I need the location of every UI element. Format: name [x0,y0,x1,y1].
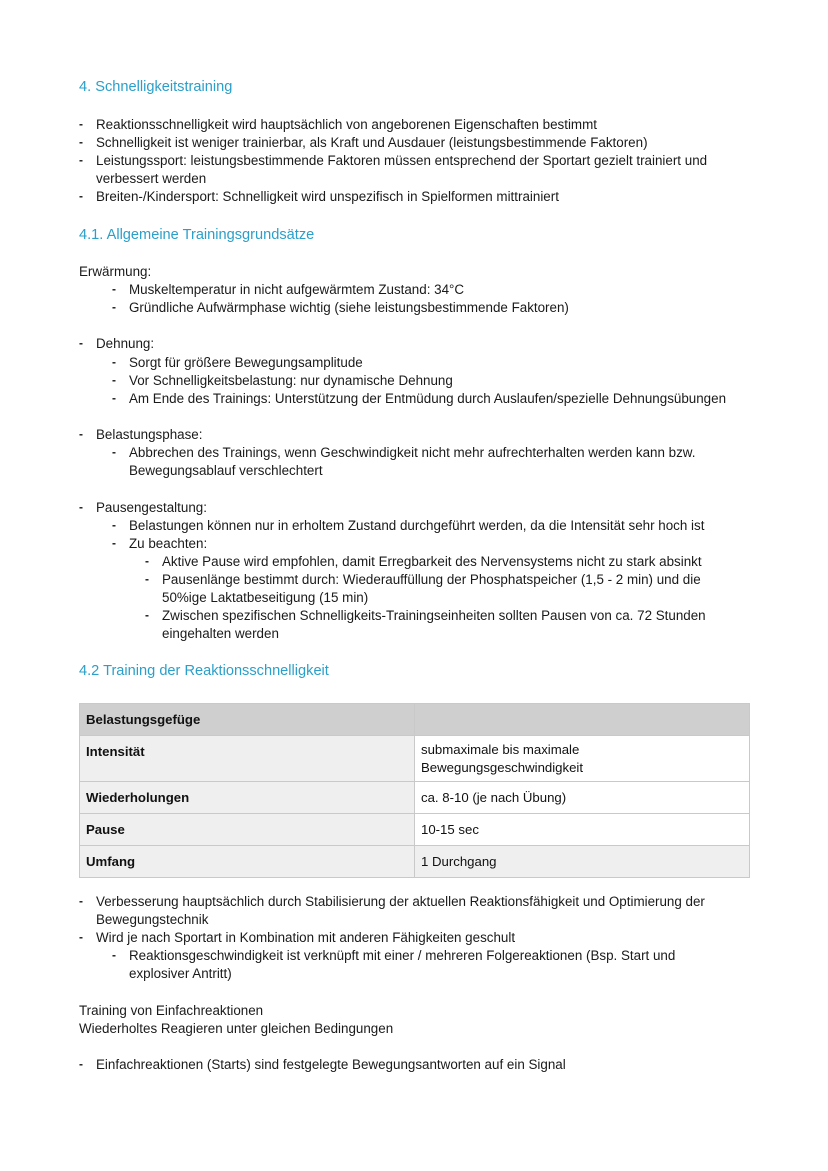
table-value: ca. 8-10 (je nach Übung) [421,790,567,805]
group-label: - Dehnung: [79,335,154,353]
group-label: - Belastungsphase: [79,426,202,444]
bullet-item: - Schnelligkeit ist weniger trainierbar, als Kraft und Ausdauer (leistungsbestimmende Faktoren) [79,134,648,152]
table-value: 10-15 sec [421,822,479,837]
bullet-item: - Zu beachten: [112,535,207,553]
subsection-heading: 4.1. Allgemeine Trainingsgrundsätze [79,227,315,243]
bullet-item: - Reaktionsschnelligkeit wird hauptsächlich von angeborenen Eigenschaften bestimmt [79,116,597,134]
bullet-item: - Belastungen können nur in erholtem Zustand durchgeführt werden, da die Intensität sehr hoch ist [112,517,704,535]
bullet-continuation: Bewegungsablauf verschlechtert [129,463,323,478]
bullet-item: - Leistungssport: leistungsbestimmende Faktoren müssen entsprechend der Sportart gezielt trainiert und [79,152,707,170]
table-key: Pause [86,822,125,837]
bullet-continuation: 50%ige Laktatbeseitigung (15 min) [162,590,369,605]
table-value: 1 Durchgang [421,854,497,869]
sub-bullet-item: - Pausenlänge bestimmt durch: Wiederauffüllung der Phosphatspeicher (1,5 - 2 min) und die [145,571,701,589]
bullet-item: - Verbesserung hauptsächlich durch Stabilisierung der aktuellen Reaktionsfähigkeit und Optimierung der [79,893,705,911]
bullet-item: - Abbrechen des Trainings, wenn Geschwindigkeit nicht mehr aufrechterhalten werden kann bzw. [112,444,695,462]
bullet-item: - Wird je nach Sportart in Kombination mit anderen Fähigkeiten geschult [79,929,515,947]
bullet-continuation: explosiver Antritt) [129,966,232,981]
table-value: Bewegungsgeschwindigkeit [421,760,584,775]
table-value: submaximale bis maximale [421,742,580,757]
bullet-item: - Breiten-/Kindersport: Schnelligkeit wird unspezifisch in Spielformen mittrainiert [79,188,559,206]
bullet-item: - Muskeltemperatur in nicht aufgewärmtem Zustand: 34°C [112,281,464,299]
table-header-row [80,704,750,736]
bullet-continuation: Bewegungstechnik [96,912,209,927]
table-key: Intensität [86,744,145,759]
paragraph-title: Training von Einfachreaktionen [79,1003,264,1018]
bullet-item: - Gründliche Aufwärmphase wichtig (siehe leistungsbestimmende Faktoren) [112,299,569,317]
subsection-heading: 4.2 Training der Reaktionsschnelligkeit [79,663,329,679]
load-structure-table [79,703,750,878]
table-row [80,782,750,814]
paragraph-subtitle: Wiederholtes Reagieren unter gleichen Bedingungen [79,1021,394,1036]
bullet-item: - Vor Schnelligkeitsbelastung: nur dynamische Dehnung [112,372,453,390]
table-row [80,814,750,846]
table-key: Umfang [86,854,136,869]
table-header-cell: Belastungsgefüge [80,704,415,736]
group-label: Erwärmung: [79,264,152,279]
sub-bullet-item: - Aktive Pause wird empfohlen, damit Erregbarkeit des Nervensystems nicht zu stark absinkt [145,553,702,571]
group-label: - Pausengestaltung: [79,499,207,517]
table-row [80,736,750,782]
bullet-continuation: verbessert werden [96,171,207,186]
bullet-item: - Einfachreaktionen (Starts) sind festgelegte Bewegungsantworten auf ein Signal [79,1056,566,1074]
bullet-item: - Sorgt für größere Bewegungsamplitude [112,354,363,372]
table-header-cell-empty [415,704,750,736]
bullet-item: - Am Ende des Trainings: Unterstützung der Entmüdung durch Auslaufen/spezielle Dehnungsübungen [112,390,726,408]
sub-bullet-item: - Zwischen spezifischen Schnelligkeits-Trainingseinheiten sollten Pausen von ca. 72 Stunden [145,607,706,625]
bullet-continuation: eingehalten werden [162,626,279,641]
table-row [80,846,750,878]
section-heading: 4. Schnelligkeitstraining [79,79,233,95]
sub-bullet-item: - Reaktionsgeschwindigkeit ist verknüpft mit einer / mehreren Folgereaktionen (Bsp. Start und [112,947,675,965]
table-key: Wiederholungen [86,790,190,805]
